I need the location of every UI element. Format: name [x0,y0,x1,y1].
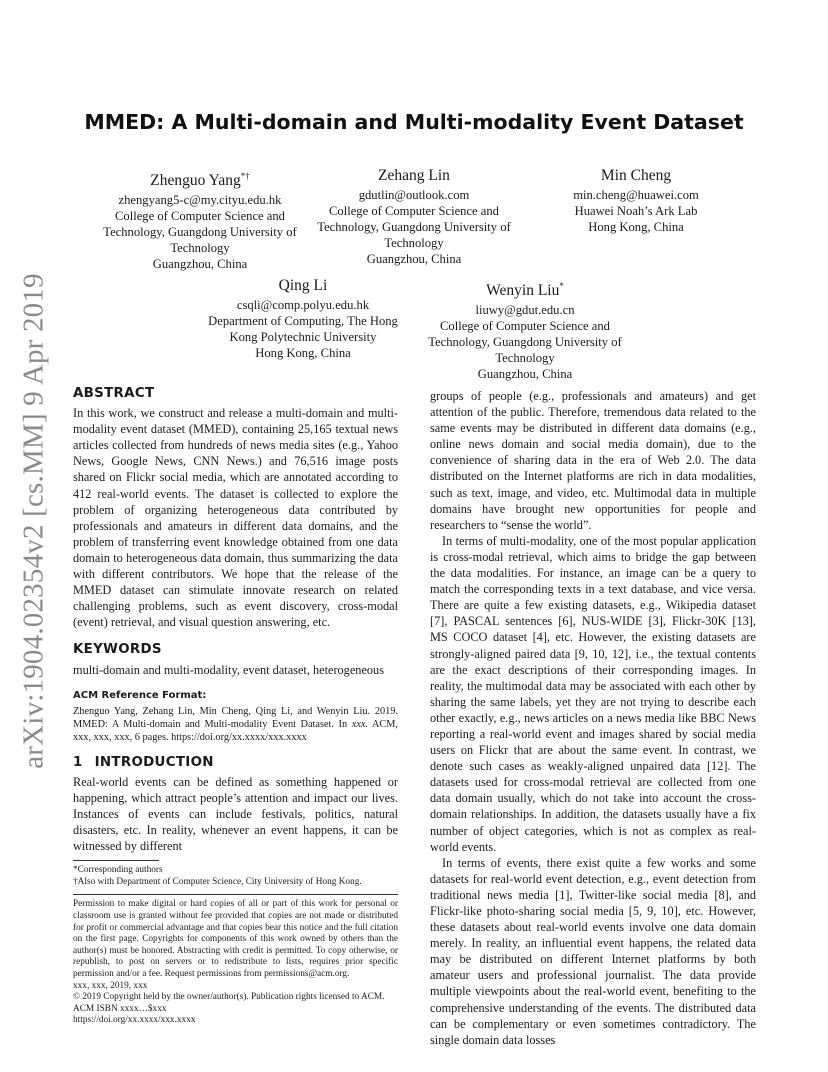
right-column [430,388,756,1048]
author-email: csqli@comp.polyu.edu.hk [236,298,370,312]
author-affiliation: College of Computer Science and [329,204,499,218]
author-email: zhengyang5-c@my.cityu.edu.hk [118,193,282,208]
author-name: Zehang Lin [378,167,450,184]
author-affiliation: Huawei Noah’s Ark Lab [574,204,698,218]
author-affiliation: College of Computer Science and [440,319,610,334]
author-affiliation: Technology [170,241,230,256]
author-affiliation: Technology, Guangdong University of [317,220,511,234]
intro-paragraph: groups of people (e.g., professionals and amateurs) and get attention of the public. Therefore, tremendous data related to the same events may be distributed in different data domains (e.g., online news domain and social media domain), due to the convenience of sharing data in the era of Web 2.0. The data distributed on the Internet platforms are rich in data modalities, such as text, image, and video, etc. Multimodal data in multiple domains have brought new opportunities for people and researchers to “sense the world”. [430,389,756,532]
author-block [304,166,524,267]
author-email: min.cheng@huawei.com [573,188,699,202]
keywords-text: multi-domain and multi-modality, event dataset, heterogeneous [73,662,384,677]
intro-paragraph: Real-world events can be defined as something happened or happening, which attract people’s attention and impact our lives. Instances of events can include festivals, politics, natural disasters, etc. In reality, whenever an event happens, it can be witnessed by different [73,774,398,854]
author-block [414,276,636,382]
abstract-text: In this work, we construct and release a multi-domain and multi-modality event dataset (MMED), containing 25,165 textual news articles collected from hundreds of news media sites (e.g., Yahoo News, Google News, CNN News.) and 76,516 image posts shared on Flickr social media, which are annotated according to 412 real-world events. The dataset is collected to explore the problem of organizing heterogeneous data contributed by professionals and amateurs in different data domains, and the problem of transferring event knowledge obtained from one data domain to heterogeneous data domain, thus summarizing the data with different contributors. We hope that the release of the MMED dataset can stimulate innovate research on related challenging problems, such as event discovery, cross-modal (event) retrieval, and visual question answering, etc. [73,406,398,630]
author-name: Wenyin Liu* [486,281,564,300]
left-column [73,386,398,1027]
acm-reference-text: Zhenguo Yang, Zehang Lin, Min Cheng, Qing Li, and Wenyin Liu. 2019. MMED: A Multi-domain and Multi-modality Event Dataset. In xxx. ACM, xxx, xxx, xxx, 6 pages. https://doi.org/xx.xxxx/xxx.xxxx [73,705,399,743]
abstract-heading: ABSTRACT [73,386,155,401]
permission-notice: Permission to make digital or hard copies of all or part of this work for personal or classroom use is granted without fee provided that copies are not made or distributed for profit or commercial advantage and that copies bear this notice and the full citation on the first page. Copyrights for components of this work owned by others than the author(s) must be honored. Abstracting with credit is permitted. To copy otherwise, or republish, to post on servers or to redistribute to lists, requires prior specific permission and/or a fee. Request permissions from permissions@acm.org. [73,899,398,979]
author-affiliation: Technology, Guangdong University of [428,335,622,350]
arxiv-stamp [14,273,54,769]
author-name: Qing Li [278,277,328,294]
copyright-line: © 2019 Copyright held by the owner/author(s). Publication rights licensed to ACM. [73,992,385,1003]
intro-paragraph: In terms of events, there exist quite a few works and some datasets for real-world event detection, e.g., event detection from traditional news media [1], Twitter-like social media [8], and Flickr-like photo-sharing social media [5, 9, 10], etc. However, these datasets about real-world events involve one data domain merely. In reality, an influential event happens, the related data may be distributed on different Internet platforms by both amateur users and professional journalist. The data provide multiple viewpoints about the real-world event, benefiting to the comprehensive understanding of the events. The distributed data can be complementary or even sometimes contradictory. The single domain data losses [430,855,756,1047]
author-location: Guangzhou, China [152,257,248,272]
acm-reference [73,688,398,744]
footnote-affiliation: †Also with Department of Computer Science, City University of Hong Kong. [73,876,362,887]
author-email: liuwy@gdut.edu.cn [475,303,575,318]
acm-reference-heading: ACM Reference Format: [73,689,207,701]
author-affiliation: Technology, Guangdong University of [103,225,297,240]
author-name: Zhenguo Yang*† [150,171,250,190]
author-affiliation: Technology [384,236,444,250]
keywords-heading: KEYWORDS [73,642,162,658]
venue-line: xxx, xxx, 2019, xxx [73,980,148,991]
author-location: Hong Kong, China [255,346,351,360]
author-name: Min Cheng [600,167,672,184]
footnote-corresponding: *Corresponding authors [73,865,163,876]
author-affiliation: College of Computer Science and [115,209,285,224]
footnote-divider [73,860,159,861]
author-block [193,276,413,361]
doi-link[interactable]: https://doi.org/xx.xxxx/xxx.xxxx [73,1015,196,1026]
isbn-line: ACM ISBN xxxx…$xxx [73,1003,167,1014]
arxiv-id: arXiv:1904.02354v2 [cs.MM] 9 Apr 2019 [17,273,50,769]
author-location: Hong Kong, China [588,220,684,234]
author-location: Guangzhou, China [366,252,462,266]
author-affiliation: Kong Polytechnic University [229,330,377,344]
permission-divider [73,894,398,895]
author-affiliation: Department of Computing, The Hong [208,314,398,328]
author-location: Guangzhou, China [477,367,573,382]
author-affiliation: Technology [495,351,555,366]
introduction-heading: 1 INTRODUCTION [73,754,214,770]
intro-paragraph: In terms of multi-modality, one of the most popular application is cross-modal retrieval, which aims to bridge the gap between the data modalities. For instance, an image can be a query to match the corresponding texts in a text database, and vice versa. There are quite a few existing datasets, e.g., Wikipedia dataset [7], PASCAL sentences [6], NUS-WIDE [3], Flickr-30K [13], MS COCO dataset [4], etc. However, the existing datasets are strongly-aligned paired data [9, 10, 12], i.e., the textual contents are the exact descriptions of their corresponding images. In reality, the multimodal data may be associated with each other by sharing the same labels, yet they are not trying to describe each other exactly, e.g., news articles on a news media like BBC News reporting a real-world event and images shared by social media users on Flickr that are about the same event. In contrast, we denote such cases as weakly-aligned unpaired data [12]. The datasets used for cross-modal retrieval are collected from one data domain usually, which do not take into account the cross-domain relationships. In addition, the datasets usually have a fix number of object categories, which is not as complex as real-world events. [430,533,756,854]
paper-title: MMED: A Multi-domain and Multi-modality Event Dataset [84,110,744,134]
author-email: gdutlin@outlook.com [358,188,470,202]
author-block [526,166,746,235]
author-block [90,166,310,272]
